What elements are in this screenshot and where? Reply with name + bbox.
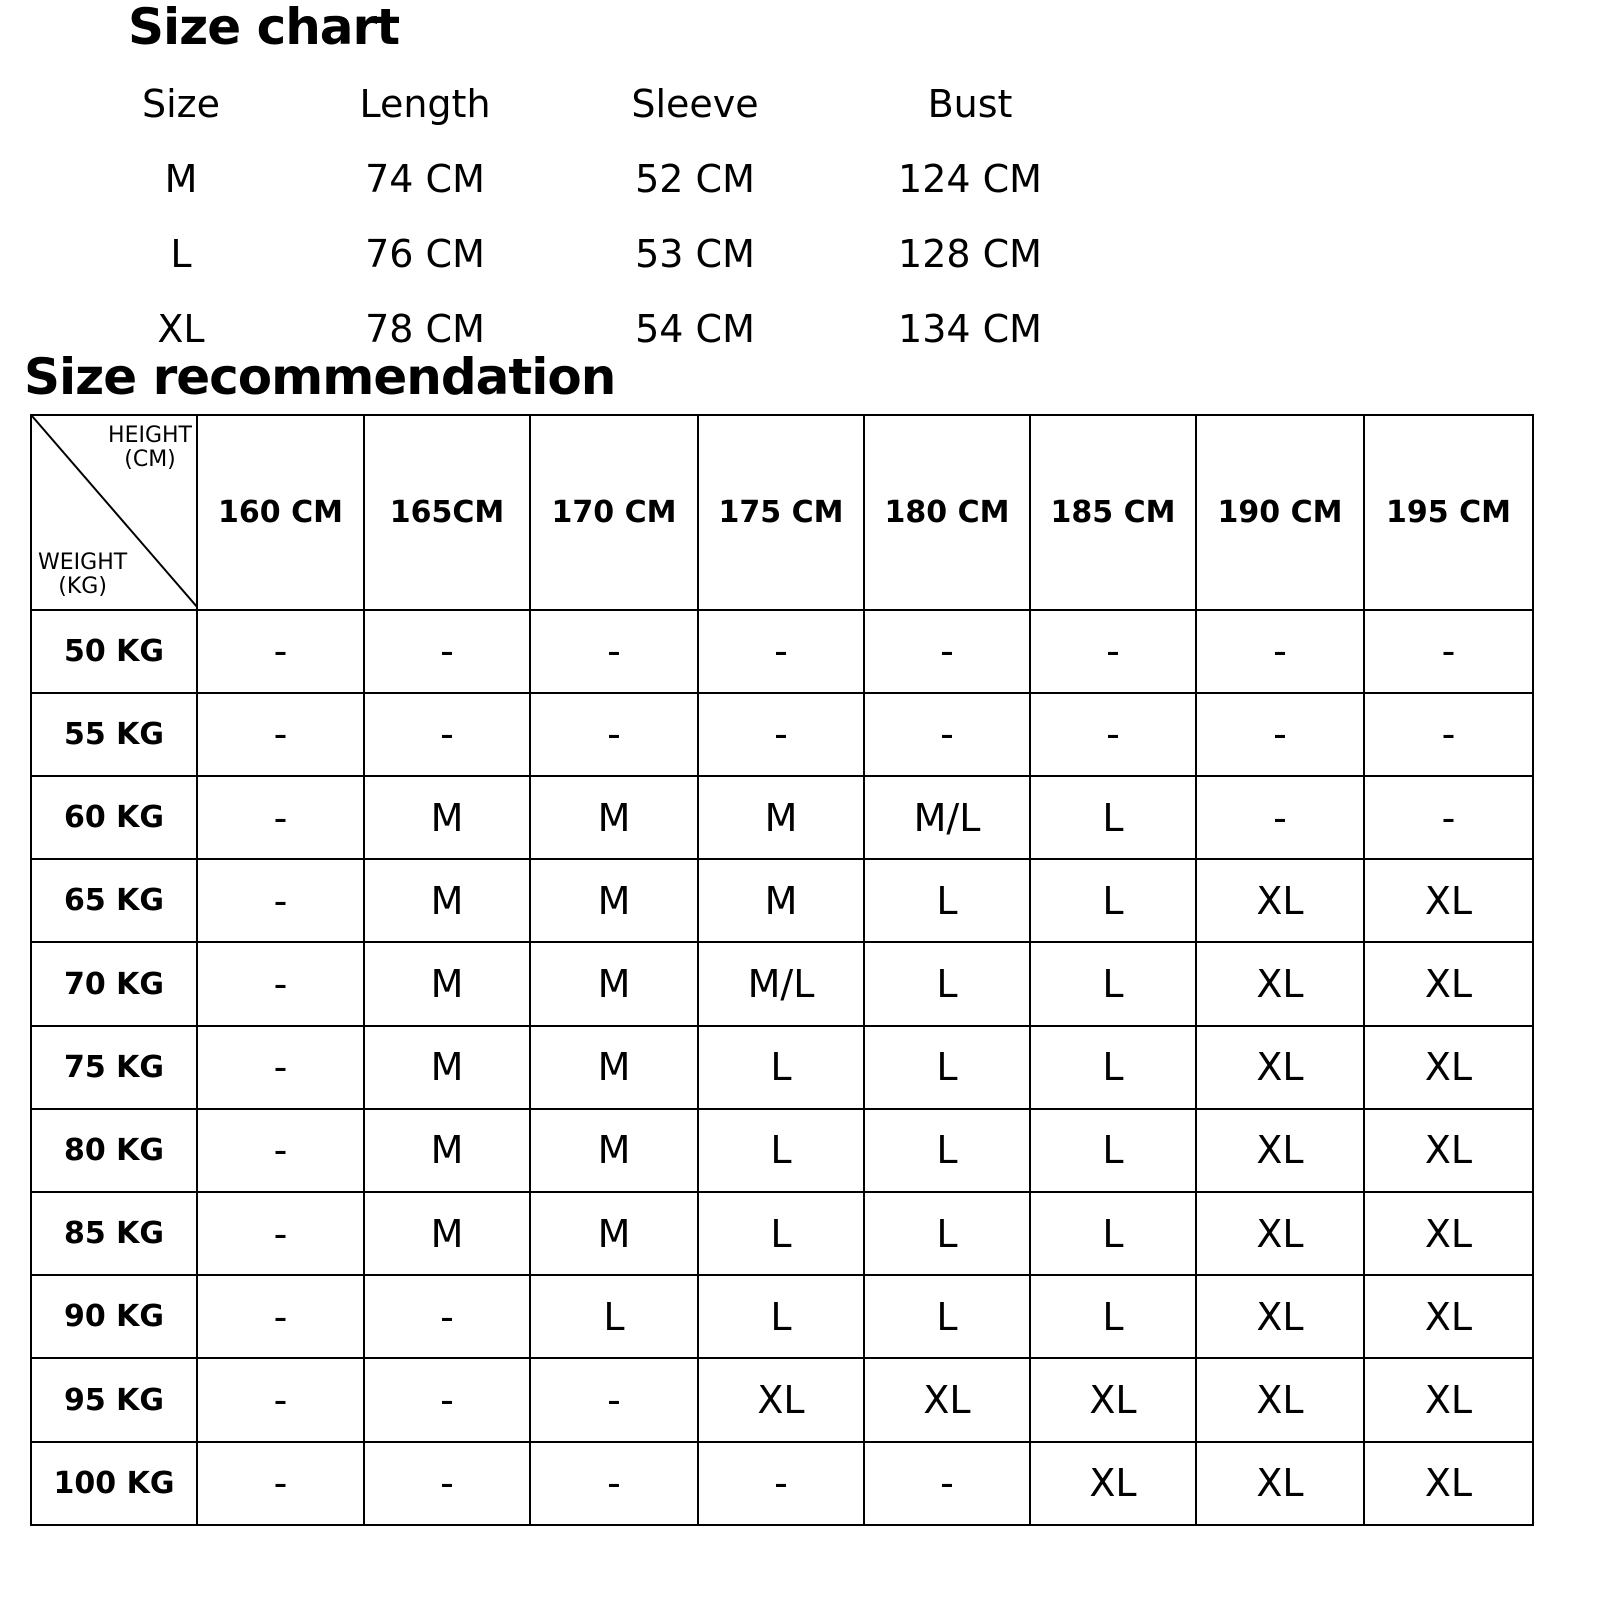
size-cell: - (364, 1275, 530, 1358)
bust-value: 134 CM (898, 307, 1042, 351)
bust-header: Bust (927, 82, 1013, 126)
weight-cell: 75 KG (31, 1026, 197, 1109)
size-cell: L (1030, 942, 1196, 1025)
height-header-cell: 160 CM (197, 415, 364, 610)
height-header-cell: 175 CM (698, 415, 864, 610)
size-cell: M (530, 1026, 698, 1109)
height-header-cell: 165CM (364, 415, 530, 610)
size-cell: - (698, 1442, 864, 1525)
size-cell: M (364, 942, 530, 1025)
weight-cell: 55 KG (31, 693, 197, 776)
weight-cell: 70 KG (31, 942, 197, 1025)
height-header-cell: 180 CM (864, 415, 1030, 610)
size-cell: M (364, 776, 530, 859)
size-cell: M (698, 859, 864, 942)
weight-cell: 60 KG (31, 776, 197, 859)
table-header-row (31, 415, 1533, 610)
size-cell: XL (1364, 1275, 1533, 1358)
size-cell: XL (1030, 1442, 1196, 1525)
size-cell: XL (1030, 1358, 1196, 1441)
size-cell: L (698, 1275, 864, 1358)
height-header-cell: 190 CM (1196, 415, 1364, 610)
size-cell: L (698, 1026, 864, 1109)
size-cell: XL (1364, 942, 1533, 1025)
size-cell: - (864, 610, 1030, 693)
weight-cell: 100 KG (31, 1442, 197, 1525)
size-cell: XL (1196, 1358, 1364, 1441)
table-row (31, 942, 1533, 1025)
size-cell: M/L (698, 942, 864, 1025)
size-cell: - (1196, 776, 1364, 859)
size-cell: L (1030, 1275, 1196, 1358)
size-cell: L (1030, 1109, 1196, 1192)
size-chart (0, 0, 1600, 360)
length-value: 78 CM (365, 307, 485, 351)
bust-value: 128 CM (898, 232, 1042, 276)
length-header: Length (359, 82, 491, 126)
sleeve-header: Sleeve (631, 82, 759, 126)
size-cell: M (364, 1192, 530, 1275)
sleeve-value: 54 CM (635, 307, 755, 351)
size-cell: L (530, 1275, 698, 1358)
weight-cell: 95 KG (31, 1358, 197, 1441)
size-cell: XL (1364, 1109, 1533, 1192)
size-cell: - (864, 693, 1030, 776)
size-cell: - (364, 610, 530, 693)
table-row (31, 610, 1533, 693)
size-cell: - (364, 1358, 530, 1441)
size-cell: L (864, 1275, 1030, 1358)
size-cell: XL (1196, 1192, 1364, 1275)
size-cell: L (864, 1026, 1030, 1109)
size-cell: M (530, 776, 698, 859)
size-cell: - (197, 776, 364, 859)
size-recommendation-table (30, 414, 1534, 1526)
size-cell: - (1364, 610, 1533, 693)
size-cell: M (530, 859, 698, 942)
size-cell: XL (1364, 1358, 1533, 1441)
height-unit: (CM) (124, 447, 176, 472)
size-cell: - (1364, 693, 1533, 776)
table-row (31, 1442, 1533, 1525)
size-cell: XL (1364, 859, 1533, 942)
table-row (31, 776, 1533, 859)
size-cell: - (698, 693, 864, 776)
size-cell: - (530, 1358, 698, 1441)
size-cell: M/L (864, 776, 1030, 859)
size-cell: XL (698, 1358, 864, 1441)
size-cell: XL (1364, 1026, 1533, 1109)
size-cell: - (197, 1358, 364, 1441)
size-cell: - (1030, 610, 1196, 693)
size-cell: L (864, 942, 1030, 1025)
size-cell: L (864, 1109, 1030, 1192)
size-cell: - (1364, 776, 1533, 859)
length-value: 74 CM (365, 157, 485, 201)
weight-cell: 65 KG (31, 859, 197, 942)
size-cell: M (530, 1192, 698, 1275)
weight-unit: (KG) (58, 573, 107, 599)
size-cell: L (1030, 859, 1196, 942)
size-cell: - (698, 610, 864, 693)
sleeve-value: 52 CM (635, 157, 755, 201)
size-cell: L (1030, 1026, 1196, 1109)
size-value: L (170, 232, 192, 276)
size-cell: - (197, 859, 364, 942)
corner-cell (31, 415, 197, 610)
size-cell: - (197, 693, 364, 776)
size-cell: L (864, 859, 1030, 942)
size-cell: - (197, 1192, 364, 1275)
size-cell: - (1196, 610, 1364, 693)
length-value: 76 CM (365, 232, 485, 276)
size-cell: XL (1364, 1442, 1533, 1525)
size-recommendation-table-wrap (30, 414, 1532, 1526)
size-cell: - (864, 1442, 1030, 1525)
size-cell: M (364, 1026, 530, 1109)
height-header-cell: 185 CM (1030, 415, 1196, 610)
weight-axis-label (38, 551, 127, 599)
size-cell: XL (1196, 1275, 1364, 1358)
size-cell: - (1030, 693, 1196, 776)
height-label: HEIGHT (108, 423, 192, 448)
size-cell: M (364, 1109, 530, 1192)
size-cell: - (197, 1109, 364, 1192)
size-cell: XL (1196, 942, 1364, 1025)
size-cell: - (364, 1442, 530, 1525)
table-row (31, 1358, 1533, 1441)
table-row (31, 1192, 1533, 1275)
table-row (31, 1109, 1533, 1192)
size-cell: - (197, 1442, 364, 1525)
size-value: XL (157, 307, 205, 351)
size-cell: L (1030, 1192, 1196, 1275)
table-row (31, 859, 1533, 942)
size-cell: - (197, 1275, 364, 1358)
size-cell: L (1030, 776, 1196, 859)
size-cell: - (197, 942, 364, 1025)
size-cell: - (530, 1442, 698, 1525)
size-cell: M (698, 776, 864, 859)
size-cell: - (197, 1026, 364, 1109)
height-header-cell: 170 CM (530, 415, 698, 610)
size-cell: M (530, 1109, 698, 1192)
size-cell: L (698, 1109, 864, 1192)
size-cell: XL (1196, 859, 1364, 942)
size-value: M (164, 157, 198, 201)
height-axis-label (108, 424, 192, 472)
size-cell: - (364, 693, 530, 776)
size-cell: XL (1196, 1442, 1364, 1525)
weight-label: WEIGHT (38, 549, 128, 575)
size-cell: - (197, 610, 364, 693)
size-chart-title: Size chart (128, 0, 400, 56)
size-cell: - (530, 693, 698, 776)
size-recommendation-title: Size recommendation (24, 348, 616, 406)
size-cell: XL (864, 1358, 1030, 1441)
size-cell: L (864, 1192, 1030, 1275)
size-cell: XL (1196, 1026, 1364, 1109)
weight-cell: 85 KG (31, 1192, 197, 1275)
table-row (31, 1275, 1533, 1358)
height-header-cell: 195 CM (1364, 415, 1533, 610)
table-row (31, 1026, 1533, 1109)
size-cell: L (698, 1192, 864, 1275)
size-cell: M (530, 942, 698, 1025)
size-cell: XL (1364, 1192, 1533, 1275)
weight-cell: 50 KG (31, 610, 197, 693)
size-cell: XL (1196, 1109, 1364, 1192)
sleeve-value: 53 CM (635, 232, 755, 276)
size-cell: M (364, 859, 530, 942)
size-header: Size (141, 82, 220, 126)
weight-cell: 80 KG (31, 1109, 197, 1192)
table-row (31, 693, 1533, 776)
size-cell: - (1196, 693, 1364, 776)
bust-value: 124 CM (898, 157, 1042, 201)
size-cell: - (530, 610, 698, 693)
weight-cell: 90 KG (31, 1275, 197, 1358)
